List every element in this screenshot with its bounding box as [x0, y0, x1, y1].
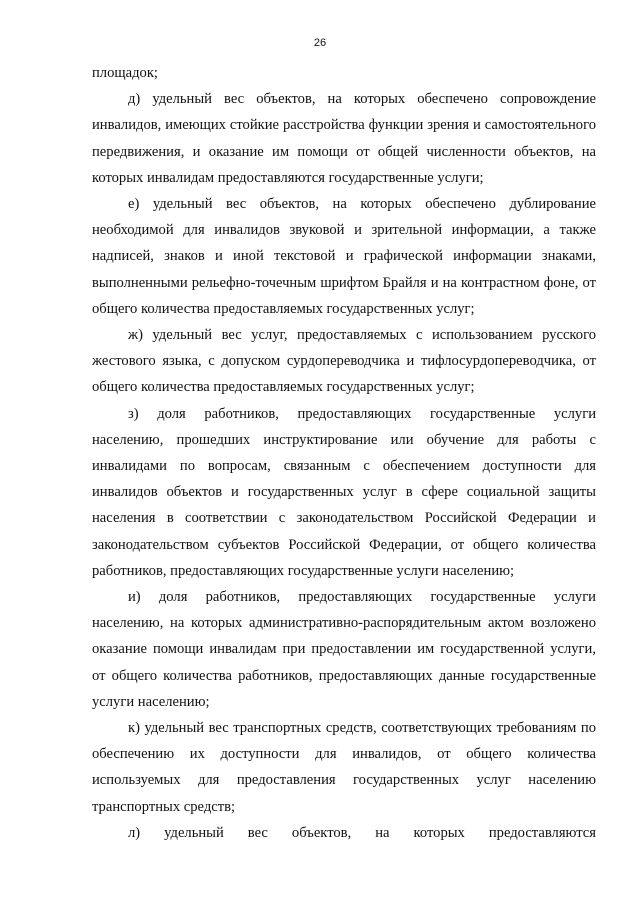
paragraph-continuation: площадок;: [92, 65, 158, 81]
paragraph-item-z: з) доля работников, предоставляющих государственные услуги населению, прошедших инструктирование или обучение для работы с инвалидами по вопросам, связанным с обеспечением доступности для инвалидов объектов и государственных услуг в сфере социальной защиты населения в соответствии с законодательством Российской Федерации и законодательством субъектов Российской Федерации, от общего количества работников, предоставляющих государственные услуги населению;: [92, 405, 596, 579]
page-number: 26: [313, 37, 327, 49]
paragraph-item-zh: ж) удельный вес услуг, предоставляемых с использованием русского жестового языка, с допуском сурдопереводчика и тифлосурдопереводчика, от общего количества предоставляемых государственных услуг;: [92, 327, 596, 396]
paragraph-item-i: и) доля работников, предоставляющих государственные услуги населению, на которых административно-распорядительным актом возложено оказание помощи инвалидам при предоставлении им государственной услуги, от общего количества работников, предоставляющих данные государственные услуги населению;: [92, 589, 596, 710]
paragraph-item-l: л) удельный вес объектов, на которых предоставляются: [128, 824, 596, 841]
paragraph-item-d: д) удельный вес объектов, на которых обеспечено сопровождение инвалидов, имеющих стойкие расстройства функции зрения и самостоятельного передвижения, и оказание им помощи от общей численности объектов, на которых инвалидам предоставляются государственные услуги;: [92, 91, 596, 186]
paragraph-item-e: е) удельный вес объектов, на которых обеспечено дублирование необходимой для инвалидов звуковой и зрительной информации, а также надписей, знаков и иной текстовой и графической информации знаками, выполненными рельефно-точечным шрифтом Брайля и на контрастном фоне, от общего количества предоставляемых государственных услуг;: [92, 196, 596, 317]
document-body: [92, 60, 596, 846]
paragraph-item-k: к) удельный вес транспортных средств, соответствующих требованиям по обеспечению их доступности для инвалидов, от общего количества используемых для предоставления государственных услуг населению транспортных средств;: [92, 720, 596, 815]
